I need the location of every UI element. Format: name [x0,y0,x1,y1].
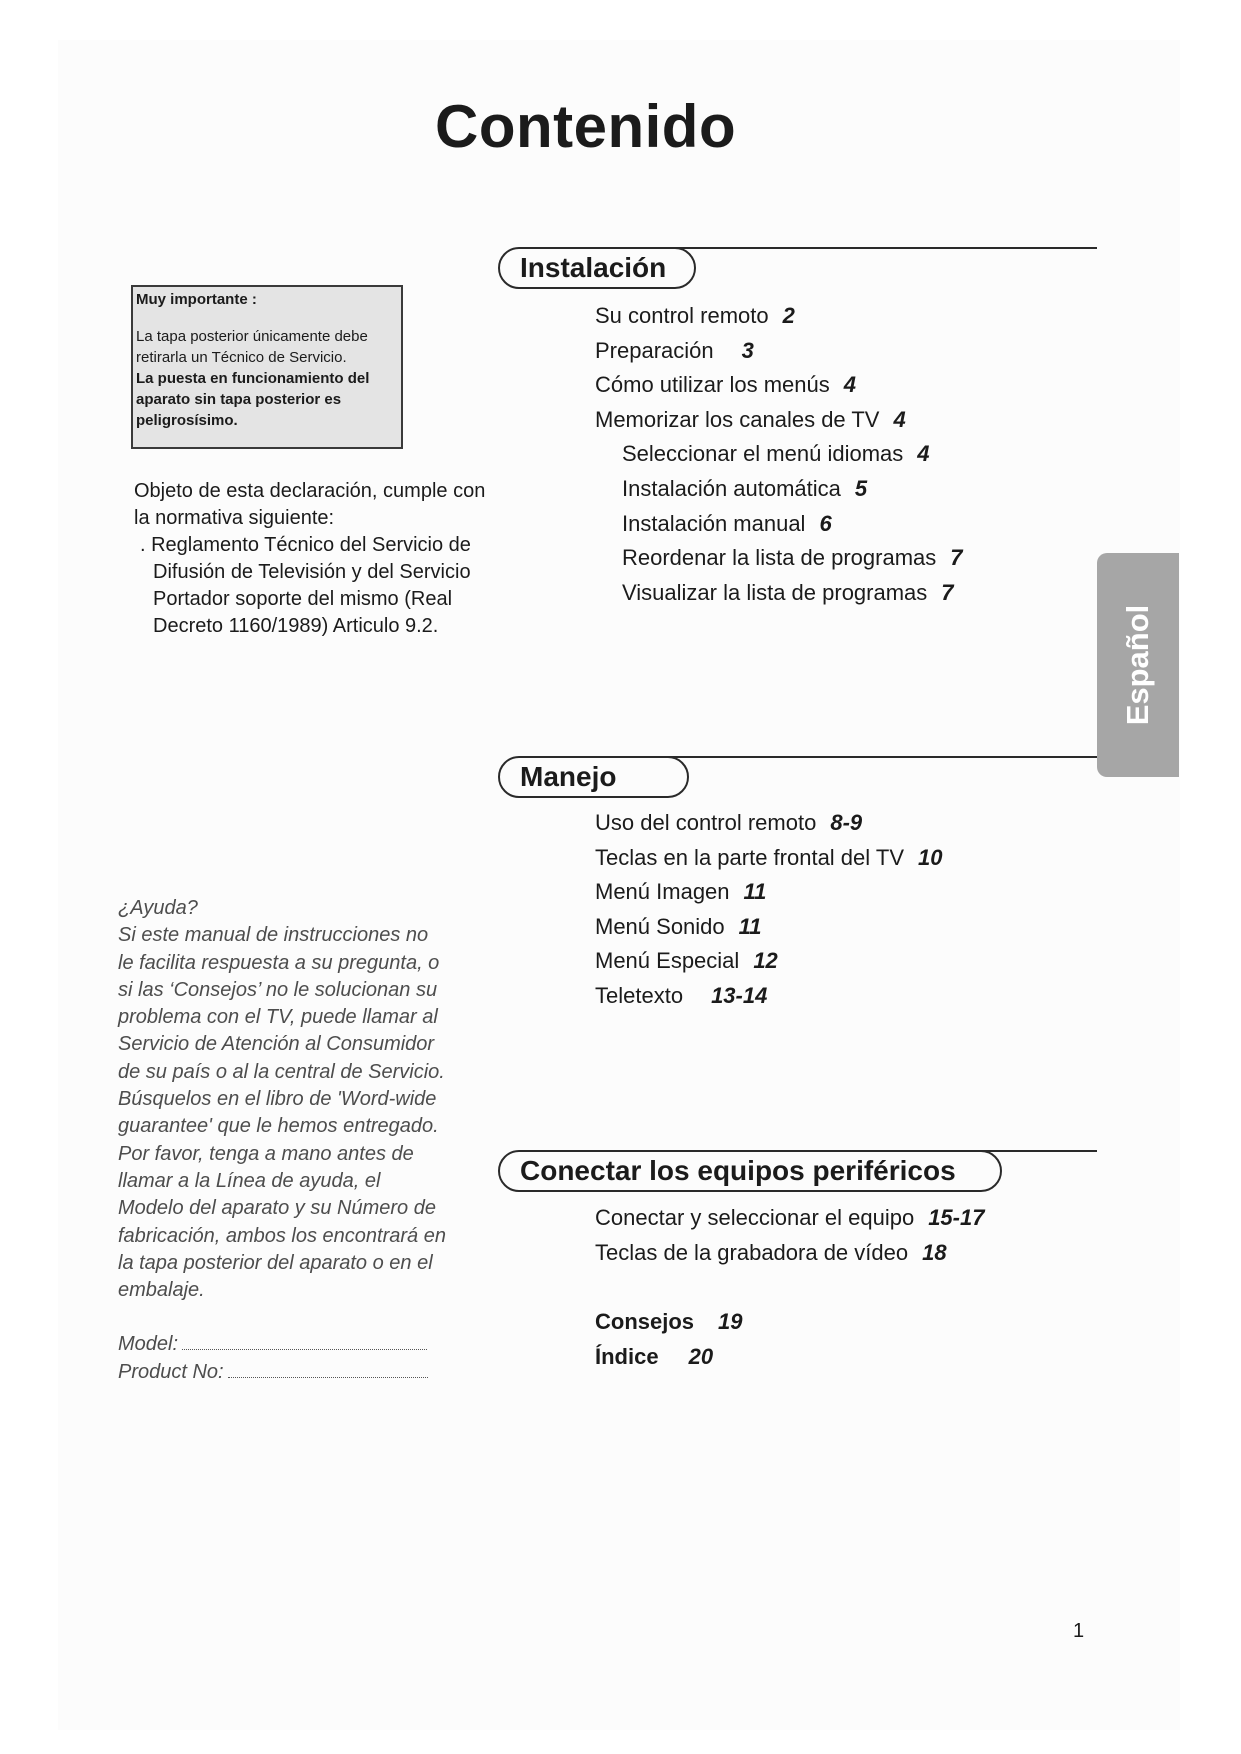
toc-entry[interactable] [595,841,942,876]
notice-warning: La puesta en funcionamiento del aparato sin tapa posterior es peligrosísimo. [136,370,370,429]
toc-entry[interactable] [595,334,963,369]
toc-entry-indice[interactable] [595,1340,743,1375]
page-title: Contenido [435,93,737,160]
toc-subentry[interactable] [595,472,963,507]
toc-page: 20 [688,1343,714,1369]
toc-label: Menú Imagen [595,879,730,905]
toc-entry[interactable] [595,944,942,979]
toc-label: Reordenar la lista de programas [622,545,937,571]
important-notice-box [131,285,403,449]
model-label: Model: [118,1333,179,1356]
toc-page: 15-17 [928,1205,985,1230]
toc-entry-consejos[interactable] [595,1305,743,1340]
toc-label: Uso del control remoto [595,810,817,835]
language-tab [1097,553,1179,777]
toc-label: Su control remoto [595,303,769,328]
toc-page: 8-9 [830,810,863,835]
toc-subentry[interactable] [595,541,963,576]
toc-page: 7 [941,579,954,605]
toc-entry[interactable] [595,299,963,334]
toc-label: Índice [595,1343,659,1369]
toc-page: 4 [893,406,906,432]
help-question: ¿Ayuda? [118,897,198,919]
toc-entry[interactable] [595,806,942,841]
toc-label: Visualizar la lista de programas [622,579,928,605]
product-number-dotted-line [228,1363,428,1378]
toc-page: 18 [922,1239,947,1265]
toc-page: 4 [917,441,930,467]
declaration-intro: Objeto de esta declaración, cumple con la normativa siguiente: [134,480,486,529]
help-fields [118,1331,448,1386]
product-number-field [118,1359,448,1386]
toc-label: Consejos [595,1309,695,1334]
declaration-block [134,478,494,640]
toc-label: Cómo utilizar los menús [595,372,830,398]
toc-label: Menú Sonido [595,913,725,939]
toc-page: 4 [843,372,856,398]
notice-text: La tapa posterior únicamente debe retirarla un Técnico de Servicio. [136,328,368,366]
toc-entry[interactable] [595,979,942,1014]
toc-entry[interactable] [595,910,942,945]
toc-label: Menú Especial [595,948,740,974]
language-tab-label: Español [1120,604,1155,726]
section-heading-manejo: Manejo [498,756,689,798]
toc-entry[interactable] [595,1201,984,1236]
toc-extra [595,1305,743,1374]
toc-label: Instalación manual [622,510,806,536]
help-text: Si este manual de instrucciones no le facilita respuesta a su pregunta, o si las ‘Consejos’ no le solucionan su problema con el TV, puede llamar al Servicio de Atención al Consumidor de su país o al la central de Servicio. Búsquelos en el libro de 'Word-wide guarantee' que le hemos entregado. Por favor, tenga a mano antes de llamar a la Línea de ayuda, el Modelo del aparato y su Número de fabricación, ambos los encontrará en la tapa posterior del aparato o en el embalaje. [118,924,446,1302]
toc-page: 6 [819,510,832,536]
toc-page: 3 [741,337,754,363]
toc-subentry[interactable] [595,437,963,472]
product-number-label: Product No: [118,1360,224,1383]
toc-entry[interactable] [595,368,963,403]
toc-label: Teletexto [595,982,684,1008]
page-number: 1 [1073,1620,1085,1642]
toc-label: Teclas en la parte frontal del TV [595,844,904,870]
toc-label: Instalación automática [622,475,841,501]
section-heading-instalacion: Instalación [498,247,696,289]
toc-page: 11 [738,913,762,939]
toc-page: 7 [950,545,963,571]
toc-instalacion [595,299,963,610]
toc-label: Memorizar los canales de TV [595,406,880,432]
toc-label: Teclas de la grabadora de vídeo [595,1239,909,1265]
toc-page: 13-14 [711,982,768,1008]
notice-heading: Muy importante : [136,291,257,308]
help-block [118,895,448,1386]
toc-subentry[interactable] [595,507,963,542]
toc-page: 19 [718,1309,743,1334]
model-dotted-line [182,1335,427,1350]
toc-perifericos [595,1201,984,1270]
toc-page: 11 [743,879,767,905]
declaration-item: . Reglamento Técnico del Servicio de Difusión de Televisión y del Servicio Portador soporte del mismo (Real Decreto 1160/1989) Articulo 9.2. [140,534,471,637]
toc-manejo [595,806,942,1014]
toc-label: Preparación [595,337,714,363]
toc-subentry[interactable] [595,576,963,611]
section-heading-perifericos: Conectar los equipos periféricos [498,1150,1002,1192]
toc-label: Seleccionar el menú idiomas [622,441,904,467]
toc-entry[interactable] [595,1236,984,1271]
toc-label: Conectar y seleccionar el equipo [595,1205,915,1230]
toc-entry[interactable] [595,875,942,910]
toc-page: 5 [854,475,868,501]
toc-page: 10 [918,844,943,870]
model-field [118,1331,448,1358]
toc-page: 12 [753,948,778,974]
toc-page: 2 [782,303,795,328]
toc-entry[interactable] [595,403,963,438]
